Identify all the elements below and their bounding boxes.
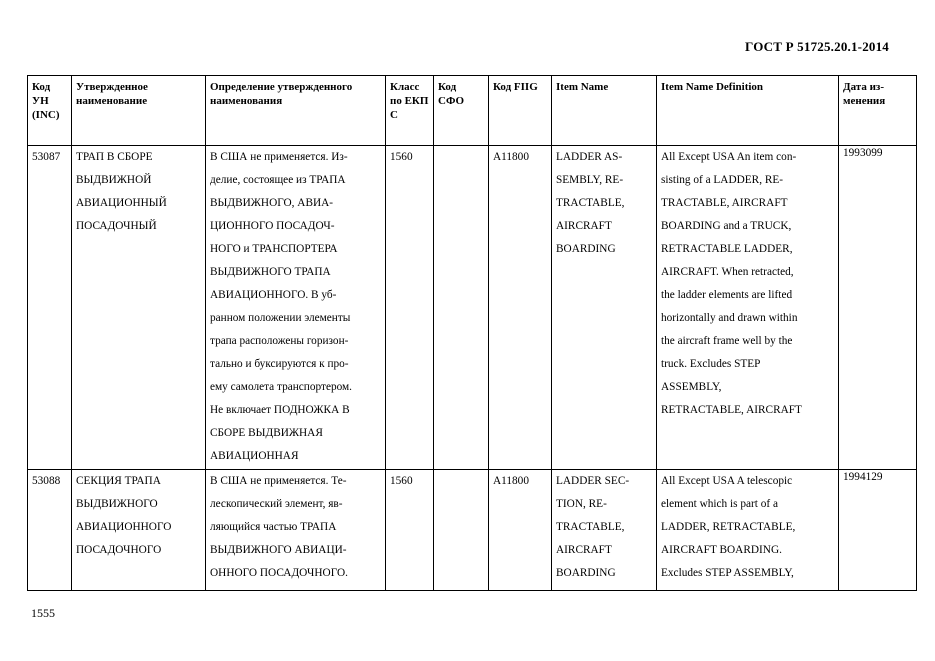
column-header-item-name-definition: Item Name Definition bbox=[657, 76, 839, 146]
cell-item-name: LADDER SEC- TION, RE- TRACTABLE, AIRCRAFT BOARDING bbox=[552, 470, 657, 591]
cell-change-date: 1994129 bbox=[839, 470, 917, 591]
cell-approved-name: СЕКЦИЯ ТРАПА ВЫДВИЖНОГО АВИАЦИОННОГО ПОСАДОЧНОГО bbox=[72, 470, 206, 591]
cell-item-name-definition: All Except USA A telescopic element which is part of a LADDER, RETRACTABLE, AIRCRAFT BOARDING. Excludes STEP ASSEMBLY, bbox=[657, 470, 839, 591]
cell-sfo-code bbox=[434, 470, 489, 591]
cell-inc: 53088 bbox=[28, 470, 72, 591]
document-standard-number: ГОСТ Р 51725.20.1-2014 bbox=[745, 39, 889, 54]
cell-ekps-class: 1560 bbox=[386, 146, 434, 470]
cell-fiig-code: A11800 bbox=[489, 470, 552, 591]
column-header-approved-name: Утвержденное наименование bbox=[72, 76, 206, 146]
column-header-item-name: Item Name bbox=[552, 76, 657, 146]
column-header-change-date: Дата из- менения bbox=[839, 76, 917, 146]
cell-item-name-definition: All Except USA An item con- sisting of a LADDER, RE- TRACTABLE, AIRCRAFT BOARDING and a TRUCK, RETRACTABLE LADDER, AIRCRAFT. When retracted, the ladder elements are lifted horizontally and drawn within the aircraft frame well by the truck. Excludes STEP ASSEMBLY, RETRACTABLE, AIRCRAFT bbox=[657, 146, 839, 470]
table-row bbox=[28, 470, 917, 591]
table-row bbox=[28, 146, 917, 470]
cell-sfo-code bbox=[434, 146, 489, 470]
cell-fiig-code: A11800 bbox=[489, 146, 552, 470]
column-header-name-definition: Определение утвержденного наименования bbox=[206, 76, 386, 146]
cell-change-date: 1993099 bbox=[839, 146, 917, 470]
cell-approved-name: ТРАП В СБОРЕ ВЫДВИЖНОЙ АВИАЦИОННЫЙ ПОСАДОЧНЫЙ bbox=[72, 146, 206, 470]
page-number: 1555 bbox=[31, 606, 55, 620]
column-header-ekps-class: Класс по ЕКП С bbox=[386, 76, 434, 146]
column-header-fiig-code: Код FIIG bbox=[489, 76, 552, 146]
cell-name-definition: В США не применяется. Те- лескопический элемент, яв- ляющийся частью ТРАПА ВЫДВИЖНОГО АВИАЦИ- ОННОГО ПОСАДОЧНОГО. bbox=[206, 470, 386, 591]
column-header-inc: Код УН (INC) bbox=[28, 76, 72, 146]
cell-name-definition: В США не применяется. Из- делие, состоящее из ТРАПА ВЫДВИЖНОГО, АВИА- ЦИОННОГО ПОСАДОЧ- НОГО и ТРАНСПОРТЕРА ВЫДВИЖНОГО ТРАПА АВИАЦИОННОГО. В уб- ранном положении элементы трапа расположены горизон- тально и буксируются к про- ему самолета транспортером. Не включает ПОДНОЖКА В СБОРЕ ВЫДВИЖНАЯ АВИАЦИОННАЯ bbox=[206, 146, 386, 470]
cell-ekps-class: 1560 bbox=[386, 470, 434, 591]
column-header-sfo-code: Код СФО bbox=[434, 76, 489, 146]
catalog-table bbox=[27, 75, 917, 591]
cell-item-name: LADDER AS- SEMBLY, RE- TRACTABLE, AIRCRAFT BOARDING bbox=[552, 146, 657, 470]
table-header-row bbox=[28, 76, 917, 146]
cell-inc: 53087 bbox=[28, 146, 72, 470]
